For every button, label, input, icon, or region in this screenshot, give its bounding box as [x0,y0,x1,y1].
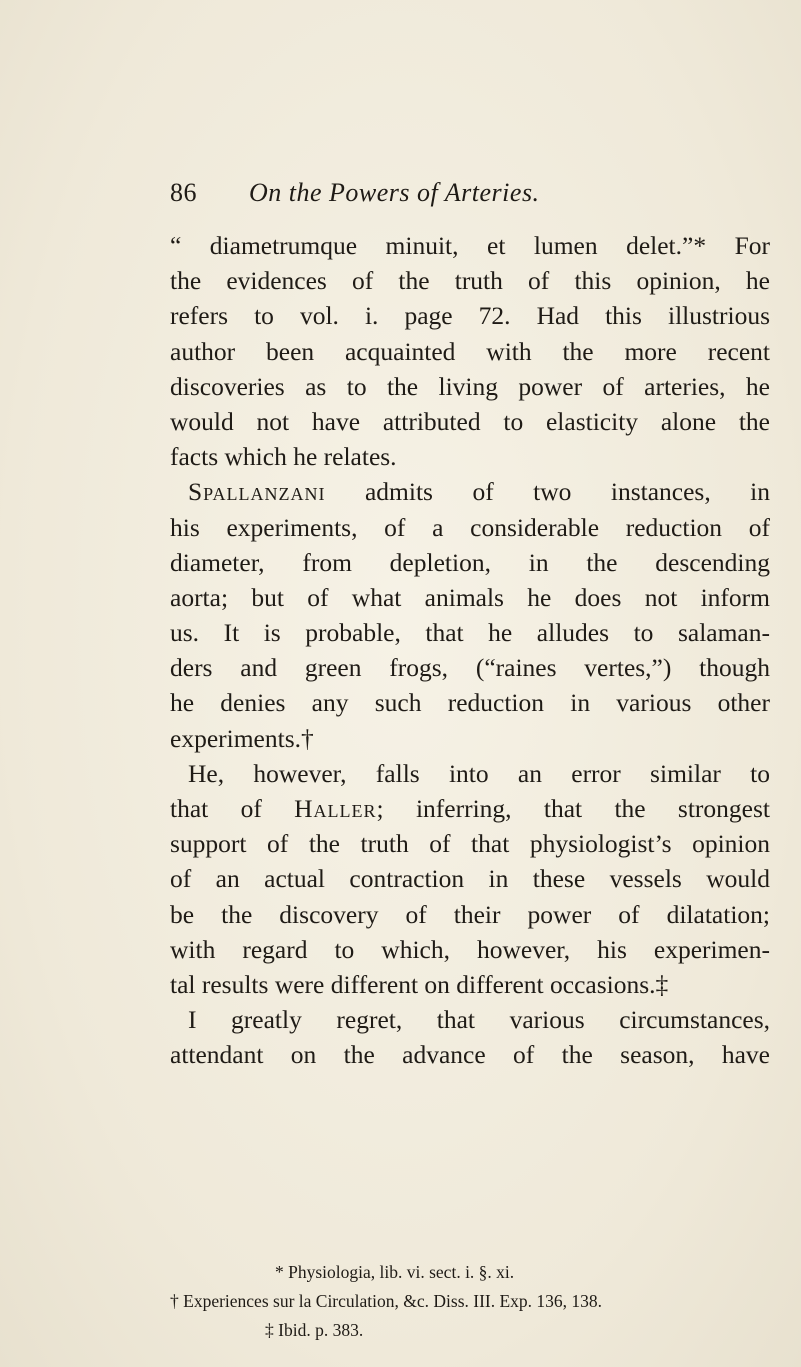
text-line: of an actual contraction in these vessels would [170,864,770,894]
footnotes [170,1258,770,1345]
text-line: he denies any such reduction in various other [170,688,770,718]
text-line: aorta; but of what animals he does not inform [170,582,770,612]
page-number: 86 [170,178,197,207]
author-name: Haller [294,794,377,823]
text-line: “ diametrumque minuit, et lumen delet.”* For [170,231,770,260]
text-line: would not have attributed to elasticity alone the [170,406,770,436]
text-line: facts which he relates. [170,442,397,472]
text-line: ders and green frogs, (“raines vertes,”) though [170,653,770,683]
text-line: discoveries as to the living power of arteries, he [170,371,770,401]
footnote: * Physiologia, lib. vi. sect. i. §. xi. [275,1262,515,1282]
text-line: diameter, from depletion, in the descending [170,547,770,577]
text-line: refers to vol. i. page 72. Had this illustrious [170,301,770,331]
text-line: experiments.† [170,723,314,753]
body-text [170,228,770,1073]
text-fragment: ; inferring, that the strongest [376,794,770,823]
page-header [170,178,770,208]
footnote: ‡ Ibid. p. 383. [265,1320,364,1340]
text-line: with regard to which, however, his experimen- [170,934,770,964]
text-line: I greatly regret, that various circumstances, [188,1005,770,1035]
running-title: On the Powers of Arteries. [249,178,540,207]
text-line: tal results were different on different occasions.‡ [170,969,669,999]
author-name: Spallanzani [188,477,326,507]
text-line: He, however, falls into an error similar to [188,758,770,788]
text-line: be the discovery of their power of dilatation; [170,899,770,929]
text-line: the evidences of the truth of this opinion, he [170,266,770,296]
text-line: author been acquainted with the more recent [170,336,770,366]
text-line: support of the truth of that physiologist’s opinion [170,829,770,859]
text-line: us. It is probable, that he alludes to salaman- [170,618,770,648]
text-fragment: admits of two instances, in [364,477,770,507]
footnote: † Experiences sur la Circulation, &c. Diss. III. Exp. 136, 138. [170,1291,603,1311]
text-line: attendant on the advance of the season, have [170,1040,770,1070]
text-line [170,791,770,826]
text-fragment: that of [170,794,262,823]
text-line: his experiments, of a considerable reduction of [170,512,770,542]
text-line [170,474,770,509]
